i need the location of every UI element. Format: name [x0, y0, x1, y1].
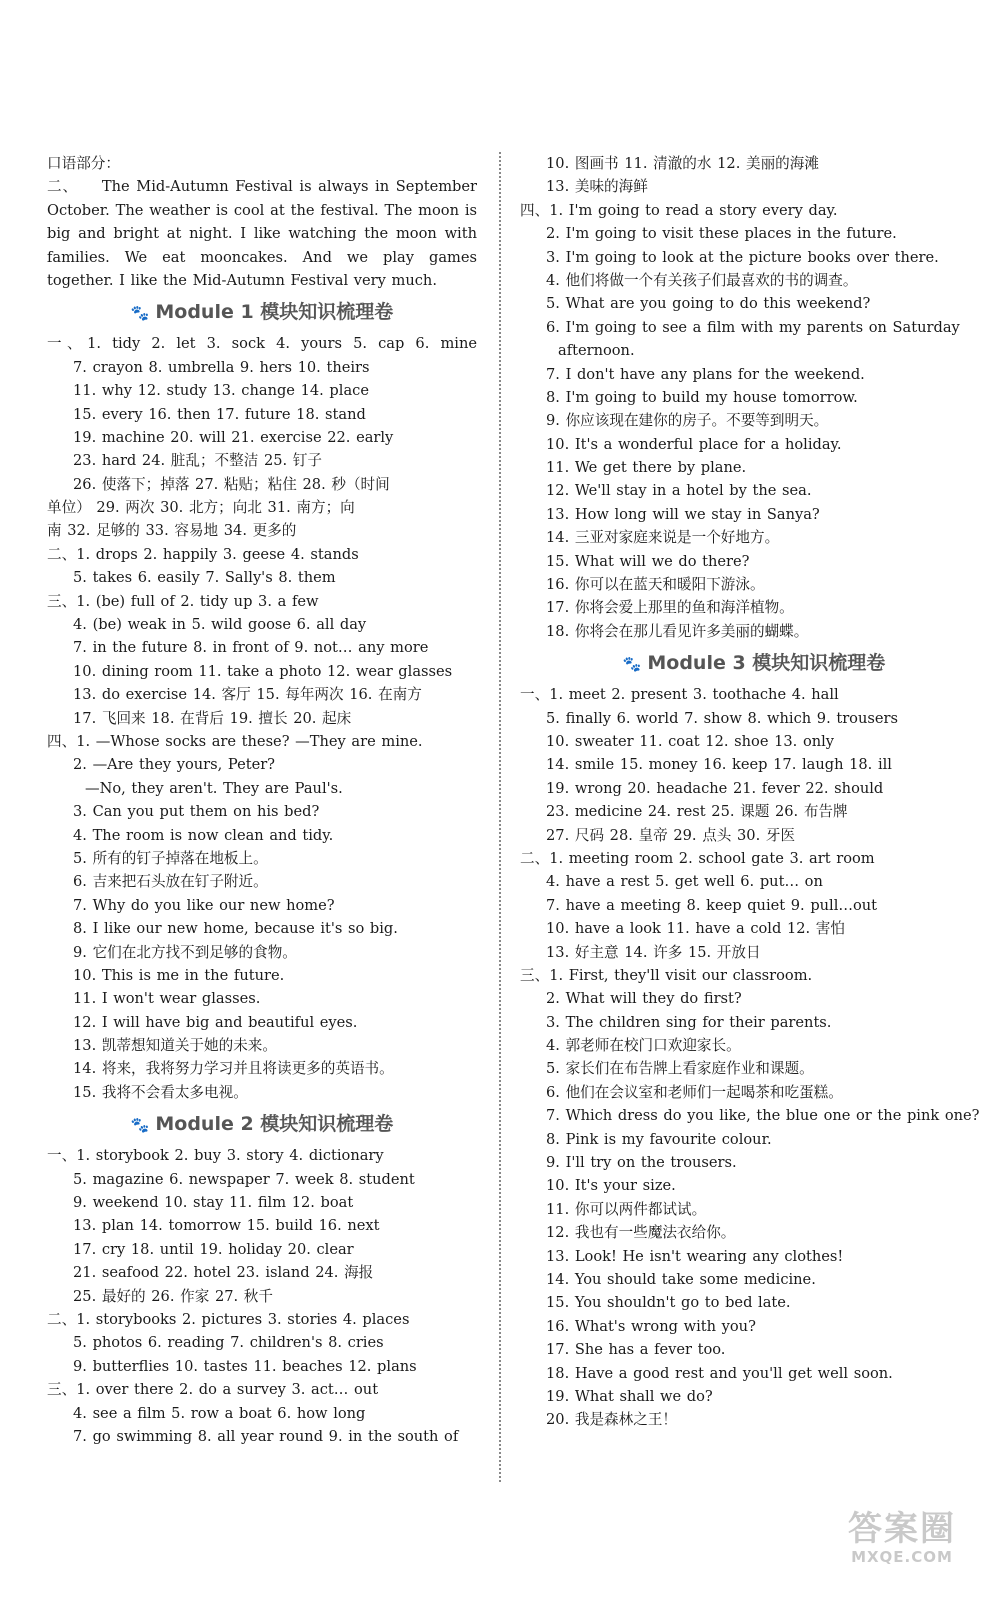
answer-line: 15. every 16. then 17. future 18. stand: [73, 405, 366, 423]
answer-line: families. We eat mooncakes. And we play games: [47, 248, 477, 266]
answer-line: 11. I won't wear glasses.: [73, 990, 261, 1008]
answer-line: 7. Why do you like our new home?: [73, 896, 335, 914]
answer-line: 二、 The Mid-Autumn Festival is always in September: [47, 178, 477, 196]
answer-line: 9. 它们在北方找不到足够的食物。: [73, 943, 297, 961]
answer-line: 三、1. over there 2. do a survey 3. act… out: [47, 1381, 379, 1399]
answer-line: 四、1. —Whose socks are these? —They are mine.: [47, 732, 423, 750]
answer-line: 7. go swimming 8. all year round 9. in the south of: [73, 1427, 459, 1445]
answer-line: 19. machine 20. will 21. exercise 22. early: [73, 428, 394, 446]
answer-line: 23. medicine 24. rest 25. 课题 26. 布告牌: [546, 803, 848, 821]
answer-line: 7. have a meeting 8. keep quiet 9. pull…out: [546, 896, 878, 914]
answer-line: 8. Pink is my favourite colour.: [546, 1130, 772, 1148]
left-column: [47, 152, 477, 1448]
answer-line: 14. 三亚对家庭来说是一个好地方。: [546, 529, 780, 547]
answer-line: 8. I'm going to build my house tomorrow.: [546, 388, 858, 406]
answer-line: 13. Look! He isn't wearing any clothes!: [546, 1247, 844, 1265]
answer-line: 单位） 29. 两次 30. 北方；向北 31. 南方；向: [47, 499, 355, 517]
answer-line: 14. 将来，我将努力学习并且将读更多的英语书。: [73, 1060, 394, 1078]
answer-line: 二、1. meeting room 2. school gate 3. art room: [520, 849, 875, 867]
answer-line: 17. 你将会爱上那里的鱼和海洋植物。: [546, 599, 794, 617]
answer-line: 三、1. First, they'll visit our classroom.: [520, 966, 813, 984]
answer-line: 23. hard 24. 脏乱；不整洁 25. 钉子: [73, 452, 322, 470]
right-column: [520, 152, 988, 1432]
answer-line: 10. dining room 11. take a photo 12. wear glasses: [73, 662, 453, 680]
paw-icon: 🐾: [130, 1116, 150, 1135]
answer-line: big and bright at night. I like watching the moon with: [47, 225, 477, 243]
answer-line: 13. do exercise 14. 客厅 15. 每年两次 16. 在南方: [73, 686, 422, 704]
answer-line: 口语部分：: [47, 155, 120, 172]
answer-line: 6. 他们在会议室和老师们一起喝茶和吃蛋糕。: [546, 1083, 843, 1101]
answer-line: 一、1. storybook 2. buy 3. story 4. dictionary: [47, 1147, 384, 1165]
answer-line: 7. crayon 8. umbrella 9. hers 10. theirs: [73, 358, 370, 376]
answer-line: 10. sweater 11. coat 12. shoe 13. only: [546, 732, 835, 750]
answer-line: 4. (be) weak in 5. wild goose 6. all day: [73, 616, 367, 634]
watermark-text: 答案圈: [848, 1509, 956, 1549]
answer-line: 13. How long will we stay in Sanya?: [546, 505, 820, 523]
answer-line: 11. 你可以两件都试试。: [546, 1200, 707, 1218]
answer-line: 9. I'll try on the trousers.: [546, 1154, 737, 1172]
answer-line: October. The weather is cool at the festival. The moon is: [47, 201, 477, 219]
answer-line: 16. 你可以在蓝天和暖阳下游泳。: [546, 576, 765, 594]
answer-line: 一、1. tidy 2. let 3. sock 4. yours 5. cap 6. mine: [47, 335, 477, 353]
module-heading-label: Module 3 模块知识梳理卷: [647, 652, 886, 675]
answer-line: 3. Can you put them on his bed?: [73, 803, 320, 821]
answer-line: 19. wrong 20. headache 21. fever 22. should: [546, 779, 884, 797]
column-divider: [499, 152, 501, 1482]
answer-line: 7. I don't have any plans for the weekend.: [546, 365, 865, 383]
answer-line: 14. You should take some medicine.: [546, 1270, 816, 1288]
answer-line: 7. in the future 8. in front of 9. not… any more: [73, 639, 429, 657]
module-heading: [47, 1104, 477, 1144]
answer-line: 10. It's your size.: [546, 1177, 676, 1195]
module-heading: [47, 292, 477, 332]
answer-line: 19. What shall we do?: [546, 1387, 713, 1405]
answer-line: 5. takes 6. easily 7. Sally's 8. them: [73, 569, 336, 587]
answer-line: 17. cry 18. until 19. holiday 20. clear: [73, 1240, 354, 1258]
answer-line: 4. The room is now clean and tidy.: [73, 826, 334, 844]
answer-line: 5. 家长们在布告牌上看家庭作业和课题。: [546, 1060, 814, 1078]
answer-line: 6. 吉来把石头放在钉子附近。: [73, 873, 268, 891]
answer-line: 15. What will we do there?: [546, 552, 750, 570]
answer-line: 13. 好主意 14. 许多 15. 开放日: [546, 943, 761, 961]
answer-line: 2. I'm going to visit these places in the future.: [546, 225, 897, 243]
answer-line: 11. We get there by plane.: [546, 459, 747, 477]
answer-line: 13. 凯蒂想知道关于她的未来。: [73, 1037, 277, 1055]
answer-line: 4. 他们将做一个有关孩子们最喜欢的书的调查。: [546, 271, 858, 289]
answer-line: 10. 图画书 11. 清澈的水 12. 美丽的海滩: [546, 155, 819, 172]
answer-line: afternoon.: [558, 342, 635, 360]
answer-line: 南 32. 足够的 33. 容易地 34. 更多的: [47, 522, 297, 540]
answer-line: 15. You shouldn't go to bed late.: [546, 1294, 791, 1312]
paw-icon: 🐾: [130, 304, 150, 323]
answer-line: 8. I like our new home, because it's so big.: [73, 920, 398, 938]
answer-line: 6. I'm going to see a film with my parents on Saturday: [546, 318, 960, 336]
answer-line: 26. 使落下；掉落 27. 粘贴；粘住 28. 秒（时间: [73, 475, 390, 493]
answer-line: 5. 所有的钉子掉落在地板上。: [73, 849, 268, 867]
module-heading: [520, 643, 988, 683]
module-heading-label: Module 2 模块知识梳理卷: [155, 1113, 394, 1136]
module-heading-label: Module 1 模块知识梳理卷: [155, 301, 394, 324]
answer-line: 5. photos 6. reading 7. children's 8. cries: [73, 1334, 384, 1352]
answer-line: 12. 我也有一些魔法衣给你。: [546, 1224, 736, 1242]
answer-line: 一、1. meet 2. present 3. toothache 4. hall: [520, 686, 839, 704]
answer-line: 9. 你应该现在建你的房子。不要等到明天。: [546, 412, 829, 430]
answer-line: 27. 尺码 28. 皇帝 29. 点头 30. 牙医: [546, 826, 796, 844]
answer-line: 13. plan 14. tomorrow 15. build 16. next: [73, 1217, 380, 1235]
answer-line: 20. 我是森林之王！: [546, 1411, 678, 1429]
answer-line: 17. 飞回来 18. 在背后 19. 擅长 20. 起床: [73, 709, 352, 727]
paw-icon: 🐾: [622, 655, 642, 674]
answer-line: 13. 美味的海鲜: [546, 178, 648, 196]
answer-line: 4. see a film 5. row a boat 6. how long: [73, 1404, 366, 1422]
answer-line: 2. —Are they yours, Peter?: [73, 756, 276, 774]
answer-line: —No, they aren't. They are Paul's.: [85, 779, 343, 797]
answer-line: 9. butterflies 10. tastes 11. beaches 12. plans: [73, 1357, 417, 1375]
answer-line: 18. Have a good rest and you'll get well soon.: [546, 1364, 893, 1382]
answer-line: 9. weekend 10. stay 11. film 12. boat: [73, 1194, 354, 1212]
answer-line: 21. seafood 22. hotel 23. island 24. 海报: [73, 1264, 374, 1282]
answer-line: 14. smile 15. money 16. keep 17. laugh 18. ill: [546, 756, 892, 774]
answer-line: 25. 最好的 26. 作家 27. 秋千: [73, 1287, 273, 1305]
answer-line: 5. What are you going to do this weekend?: [546, 295, 871, 313]
answer-line: 四、1. I'm going to read a story every day.: [520, 201, 838, 219]
answer-line: 10. have a look 11. have a cold 12. 害怕: [546, 920, 845, 938]
answer-line: 16. What's wrong with you?: [546, 1317, 756, 1335]
answer-line: 2. What will they do first?: [546, 990, 742, 1008]
answer-line: 18. 你将会在那儿看见许多美丽的蝴蝶。: [546, 622, 809, 640]
answer-line: 4. have a rest 5. get well 6. put… on: [546, 873, 823, 891]
answer-line: 三、1. (be) full of 2. tidy up 3. a few: [47, 592, 319, 610]
answer-line: 3. I'm going to look at the picture books over there.: [546, 248, 939, 266]
watermark-url: MXQE.COM: [851, 1548, 953, 1566]
watermark-logo: [822, 1510, 982, 1580]
answer-line: 11. why 12. study 13. change 14. place: [73, 382, 369, 400]
answer-line: 二、1. storybooks 2. pictures 3. stories 4. places: [47, 1310, 410, 1328]
answer-line: 4. 郭老师在校门口欢迎家长。: [546, 1037, 741, 1055]
answer-line: 15. 我将不会看太多电视。: [73, 1083, 248, 1101]
answer-line: 12. We'll stay in a hotel by the sea.: [546, 482, 812, 500]
answer-line: 10. It's a wonderful place for a holiday.: [546, 435, 842, 453]
answer-line: 5. magazine 6. newspaper 7. week 8. student: [73, 1170, 415, 1188]
answer-line: together. I like the Mid-Autumn Festival very much.: [47, 271, 437, 289]
answer-line: 10. This is me in the future.: [73, 966, 285, 984]
answer-line: 二、1. drops 2. happily 3. geese 4. stands: [47, 545, 359, 563]
answer-line: 17. She has a fever too.: [546, 1341, 726, 1359]
answer-line: 3. The children sing for their parents.: [546, 1013, 832, 1031]
answer-line: 5. finally 6. world 7. show 8. which 9. trousers: [546, 709, 898, 727]
answer-line: 12. I will have big and beautiful eyes.: [73, 1013, 358, 1031]
answer-line: 7. Which dress do you like, the blue one or the pink one?: [546, 1107, 980, 1125]
